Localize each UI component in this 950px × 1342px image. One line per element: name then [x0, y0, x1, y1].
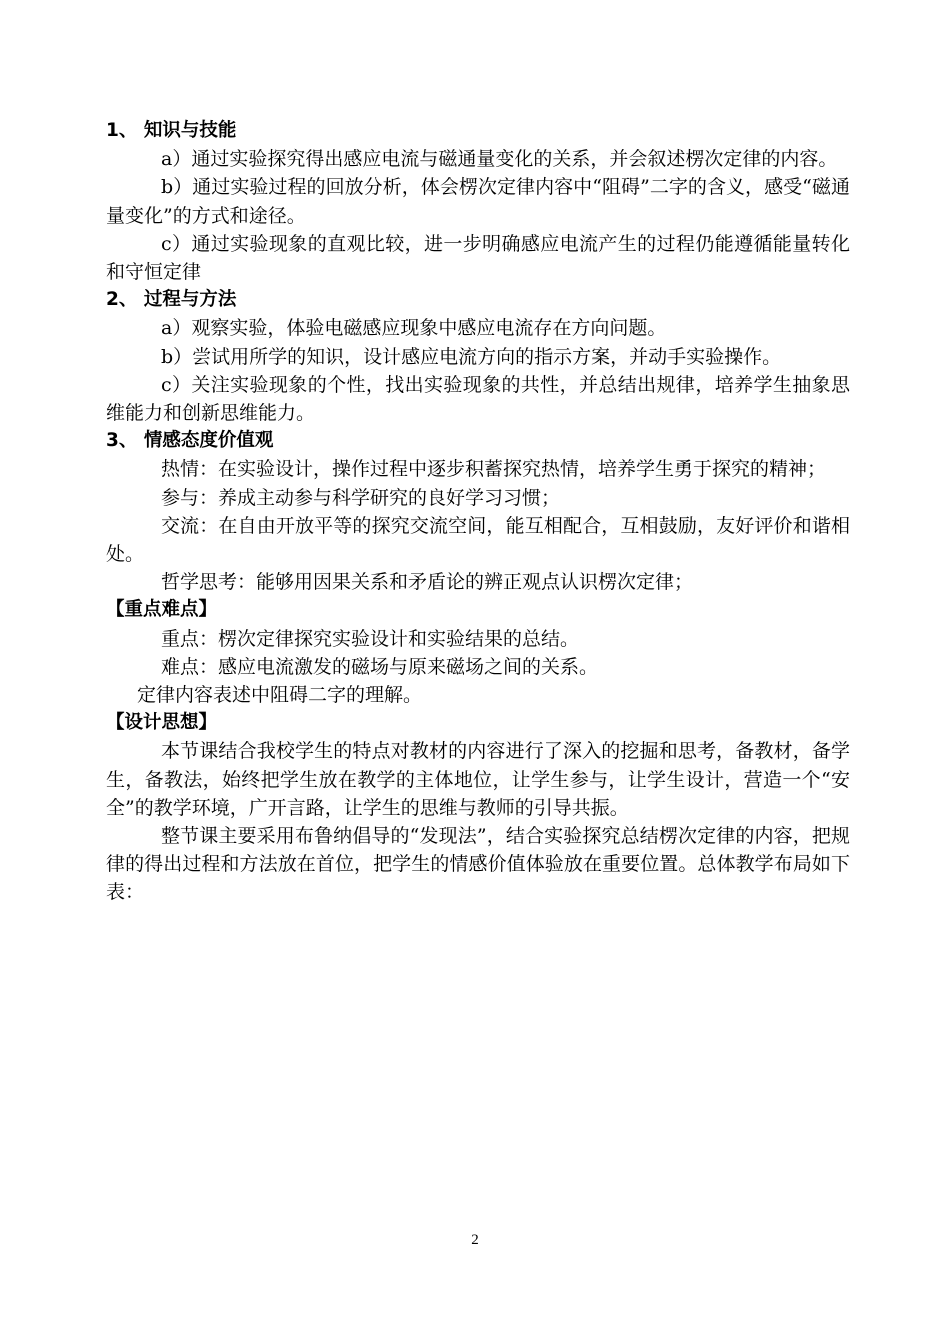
key-point-focus: 重点：楞次定律探究实验设计和实验结果的总结。: [161, 627, 580, 650]
section-1-item-b: b）通过实验过程的回放分析，体会楞次定律内容中“阻碍”二字的含义，感受“磁通量变化”的方式和途径。: [106, 176, 850, 227]
design-heading: 【设计思想】: [106, 712, 218, 734]
document-body: [106, 117, 850, 907]
key-point-difficulty-2: 定律内容表述中阻碍二字的理解。: [137, 684, 423, 707]
section-2-heading: 2、 过程与方法: [106, 289, 237, 311]
section-3-philosophy: 哲学思考：能够用因果关系和矛盾论的辨正观点认识楞次定律；: [161, 571, 694, 594]
section-1-heading: 1、 知识与技能: [106, 120, 237, 141]
key-point-difficulty: 难点：感应电流激发的磁场与原来磁场之间的关系。: [161, 655, 599, 678]
section-3-heading: 3、 情感态度价值观: [106, 430, 274, 452]
page-number: 2: [471, 1232, 479, 1248]
section-1-item-c: c）通过实验现象的直观比较，进一步明确感应电流产生的过程仍能遵循能量转化和守恒定律: [106, 232, 850, 284]
design-paragraph-2: 整节课主要采用布鲁纳倡导的“发现法”，结合实验探究总结楞次定律的内容，把规律的得出过程和方法放在首位，把学生的情感价值体验放在重要位置。总体教学布局如下表：: [106, 825, 850, 904]
section-2-item-b: b）尝试用所学的知识，设计感应电流方向的指示方案，并动手实验操作。: [161, 345, 782, 368]
key-points-heading: 【重点难点】: [106, 599, 218, 621]
design-paragraph-1: 本节课结合我校学生的特点对教材的内容进行了深入的挖掘和思考，备教材，备学生，备教法，始终把学生放在教学的主体地位，让学生参与，让学生设计，营造一个“安全”的教学环境，广开言路，让学生的思维与教师的引导共振。: [106, 740, 850, 819]
section-3-passion: 热情：在实验设计，操作过程中逐步积蓄探究热情，培养学生勇于探究的精神；: [161, 458, 827, 481]
section-3-exchange: 交流：在自由开放平等的探究交流空间，能互相配合，互相鼓励，友好评价和谐相处。: [106, 514, 850, 566]
section-1-item-a: a）通过实验探究得出感应电流与磁通量变化的关系，并会叙述楞次定律的内容。: [161, 148, 838, 171]
section-2-item-a: a）观察实验，体验电磁感应现象中感应电流存在方向问题。: [161, 317, 667, 340]
section-3-participate: 参与：养成主动参与科学研究的良好学习习惯；: [161, 486, 561, 509]
section-2-item-c: c）关注实验现象的个性，找出实验现象的共性，并总结出规律，培养学生抽象思维能力和创新思维能力。: [106, 373, 850, 425]
